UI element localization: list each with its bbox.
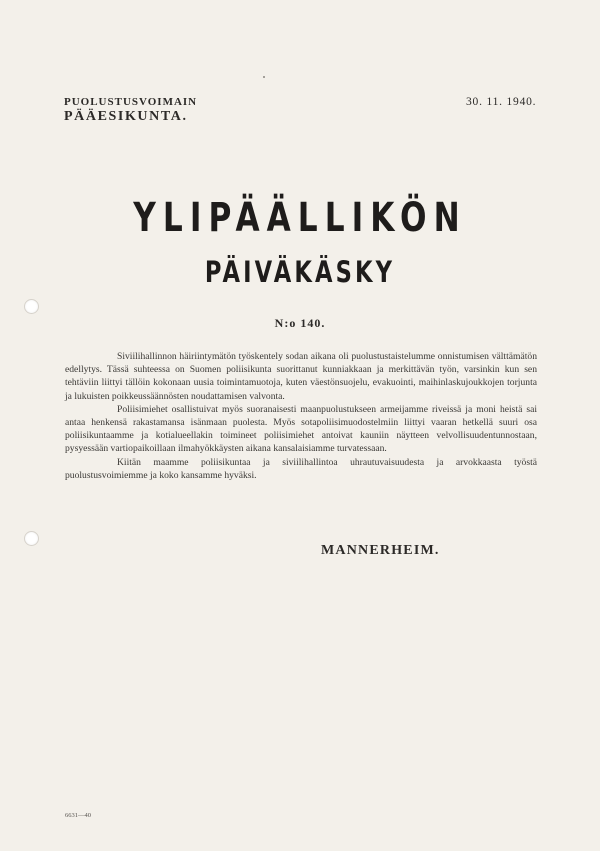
punch-hole-bottom — [24, 531, 39, 546]
order-body — [65, 350, 537, 482]
signature: MANNERHEIM. — [321, 543, 440, 558]
issuer-line-1: PUOLUSTUSVOIMAIN — [64, 96, 198, 108]
document-date: 30. 11. 1940. — [466, 96, 537, 108]
paragraph: Poliisimiehet osallistuivat myös suoranaisesti maanpuolustukseen armeijamme riveissä ja moni heistä sai antaa henkensä rakastamansa isänmaan puolesta. Myös sotapoliisimuodostelmiin liittyi vaaran hetkellä suuri osa poliisikuntaamme ja kotialueellakin toimineet poliisimiehet antoivat kauniin näytteen velvollisuudentunnostaan, pysyessään vartiopaikoillaan ilmahyökkäysten aikana kansalaisiamme turvatessaan. — [65, 403, 537, 455]
punch-hole-top — [24, 299, 39, 314]
paragraph: Kiitän maamme poliisikuntaa ja siviilihallintoa uhrautuvaisuudesta ja arvokkaasta työstä puolustusvoimiemme ja koko kansamme hyväksi. — [65, 456, 537, 481]
print-code: 6631—40 — [65, 812, 91, 819]
document-subtitle: PÄIVÄKÄSKY — [204, 255, 396, 289]
issuer-line-2: PÄÄESIKUNTA. — [64, 109, 188, 124]
paper-speck — [263, 76, 265, 78]
paragraph: Siviilihallinnon häiriintymätön työskentely sodan aikana oli puolustustaistelumme onnistumisen välttämätön edellytys. Tässä suhteessa on Suomen poliisikunta suorittanut kunniakkaan ja merkittävän työn, varsinkin kun sen tehtäviin liittyi tällöin kokonaan uusia toimintamuotoja, kuten väestönsuojelu, evakuointi, maihinlaskujoukkojen torjunta ja lukuisten poikkeussäännösten noudattamisen valvonta. — [65, 351, 537, 402]
order-number: N:o 140. — [274, 316, 326, 330]
document-title: YLIPÄÄLLIKÖN — [133, 195, 467, 241]
